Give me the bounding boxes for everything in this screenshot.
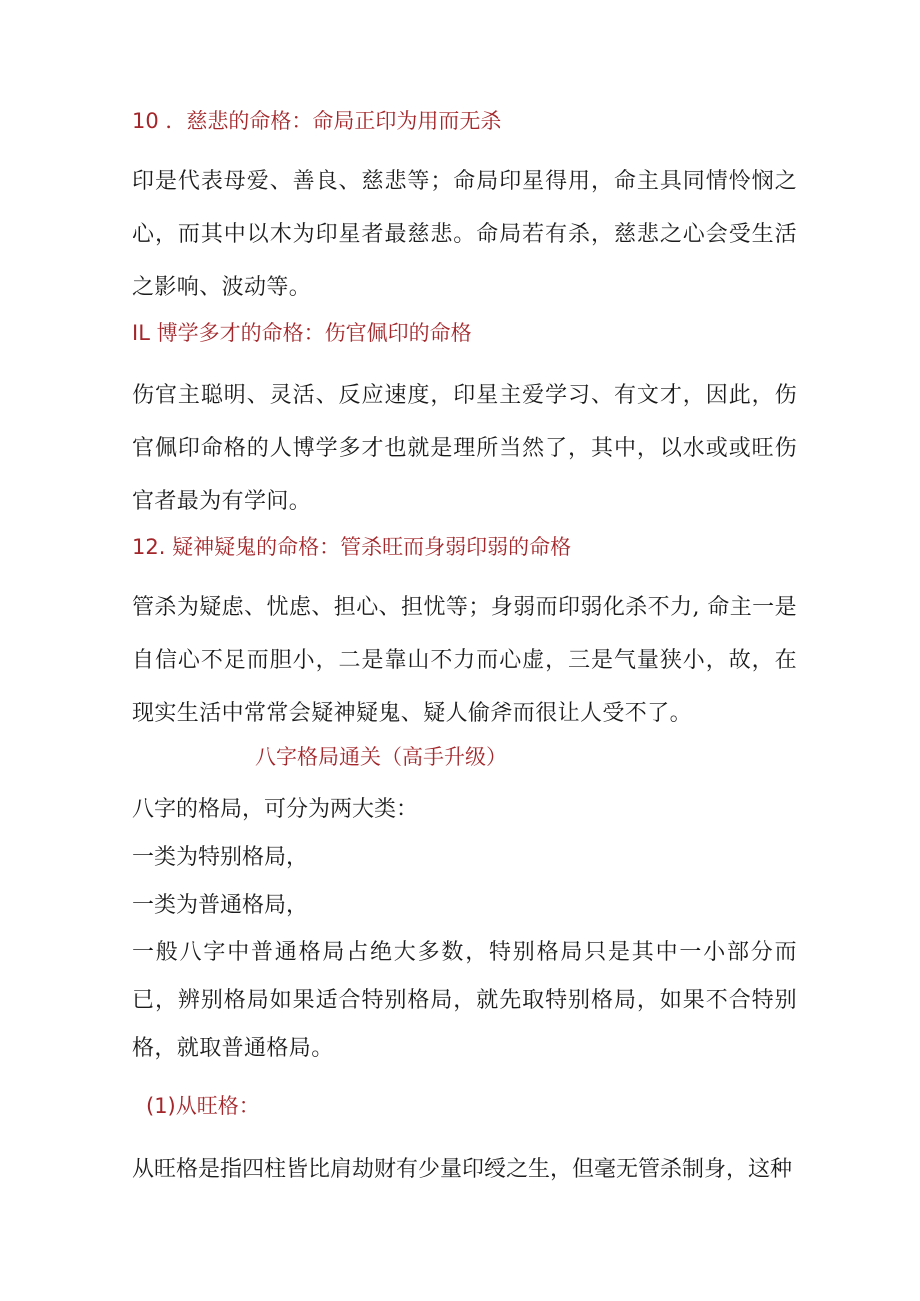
section-body-10: 印是代表母爱、善良、慈悲等；命局印星得用，命主具同情怜悯之心，而其中以木为印星者最慈悲。命局若有杀，慈悲之心会受生活之影响、波动等。 <box>132 169 797 300</box>
section-heading-11: IL 博学多才的命格：伤官佩印的命格 <box>132 321 472 345</box>
section-heading-12: 12. 疑神疑鬼的命格：管杀旺而身弱印弱的命格 <box>132 535 572 559</box>
intro-line: 一类为普通格局， <box>132 893 309 918</box>
subsection-body: 从旺格是指四柱皆比肩劫财有少量印绶之生，但毫无管杀制身，这种 <box>132 1157 793 1182</box>
section-body-12: 管杀为疑虑、忧虑、担心、担忧等；身弱而印弱化杀不力, 命主一是自信心不足而胆小，二是靠山不力而心虚，三是气量狭小，故，在现实生活中常常会疑神疑鬼、疑人偷斧而很让人受不了。 <box>132 595 797 726</box>
intro-paragraph: 一般八字中普通格局占绝大多数，特别格局只是其中一小部分而已，辨别格局如果适合特别格局，就先取特别格局，如果不合特别格，就取普通格局。 <box>132 940 797 1061</box>
intro-line: 一类为特别格局， <box>132 845 309 870</box>
section-heading-10: 10 ．慈悲的命格：命局正印为用而无杀 <box>132 109 502 133</box>
section-body-11: 伤官主聪明、灵活、反应速度，印星主爱学习、有文才，因此，伤官佩印命格的人博学多才也就是理所当然了，其中，以水或或旺伤官者最为有学问。 <box>132 383 797 514</box>
intro-line: 八字的格局，可分为两大类： <box>132 797 419 822</box>
chapter-title: 八字格局通关（高手升级） <box>255 745 507 769</box>
subsection-heading: (1)从旺格： <box>146 1094 260 1118</box>
